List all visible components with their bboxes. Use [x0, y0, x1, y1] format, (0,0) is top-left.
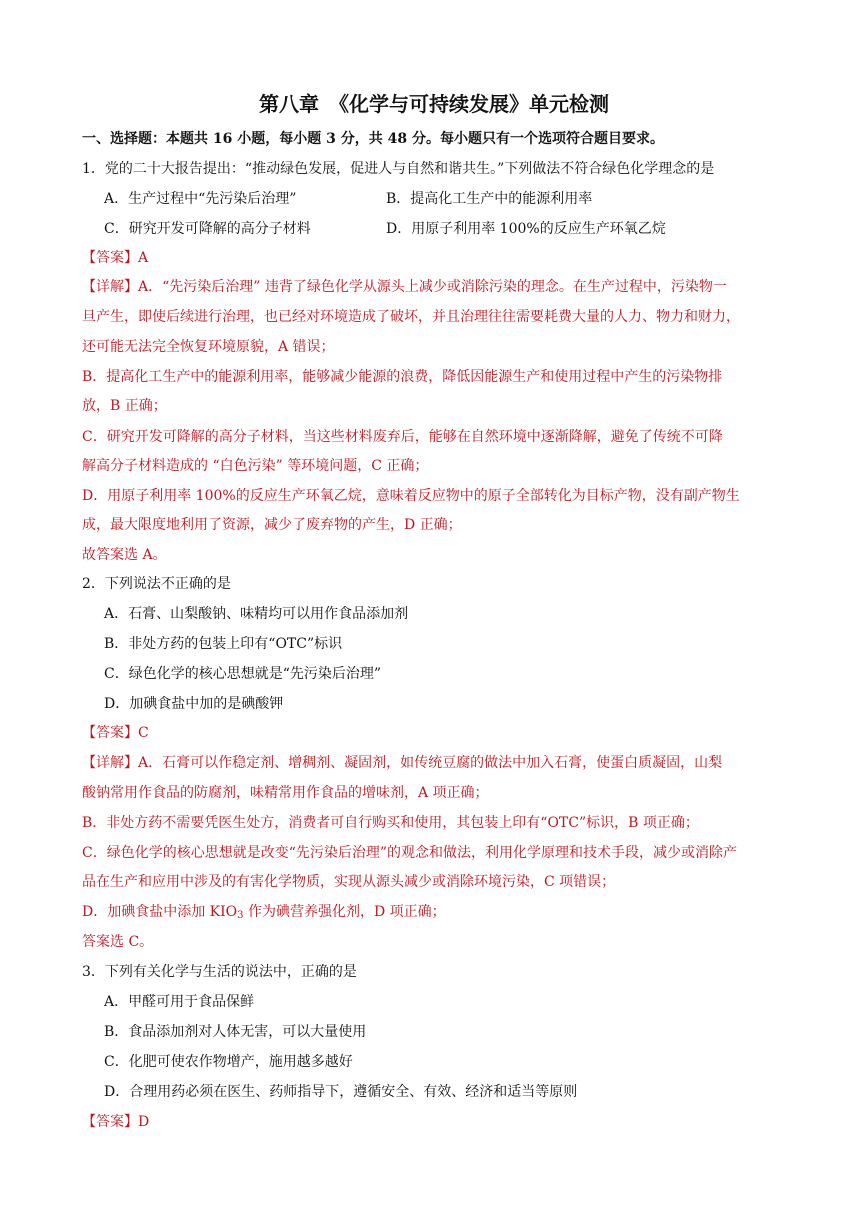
question-3-answer: 【答案】D [82, 1114, 150, 1130]
question-2-detail-line: 【详解】A．石膏可以作稳定剂、增稠剂、凝固剂，如传统豆腐的做法中加入石膏，使蛋白质凝固，山梨 [82, 755, 723, 771]
question-1-option-d: D．用原子利用率 100%的反应生产环氧乙烷 [386, 221, 666, 237]
detail-d-text: D．加碘食盐中添加 KIO [82, 904, 238, 920]
question-2-detail-line: B．非处方药不需要凭医生处方，消费者可自行购买和使用，其包装上印有“OTC”标识，B 项正确； [82, 815, 699, 831]
page-title: 第八章 《化学与可持续发展》单元检测 [259, 92, 609, 116]
question-1-detail-line: D．用原子利用率 100%的反应生产环氧乙烷，意味着反应物中的原子全部转化为目标产物，没有副产物生 [82, 488, 740, 504]
question-3-option-c: C．化肥可使农作物增产，施用越多越好 [104, 1054, 353, 1070]
question-2-option-c: C．绿色化学的核心思想就是“先污染后治理” [104, 666, 382, 682]
question-3-option-b: B．食品添加剂对人体无害，可以大量使用 [104, 1024, 367, 1040]
question-2-stem: 2．下列说法不正确的是 [82, 576, 231, 592]
question-1-option-c: C．研究开发可降解的高分子材料 [104, 221, 311, 237]
question-1-option-a: A．生产过程中“先污染后治理” [104, 191, 297, 207]
question-1-detail-line: 成，最大限度地利用了资源，减少了废弃物的产生，D 正确； [82, 517, 462, 533]
question-2-detail-line: C．绿色化学的核心思想就是改变“先污染后治理”的观念和做法，利用化学原理和技术手段，减少或消除产 [82, 845, 738, 861]
question-2-detail-line: 品在生产和应用中涉及的有害化学物质，实现从源头减少或消除环境污染，C 项错误； [82, 874, 616, 890]
question-1-detail-line: C．研究开发可降解的高分子材料，当这些材料废弃后，能够在自然环境中逐渐降解，避免了传统不可降 [82, 429, 723, 445]
subscript-3: 3 [237, 910, 244, 921]
question-2-detail-line: 酸钠常用作食品的防腐剂，味精常用作食品的增味剂，A 项正确； [82, 785, 489, 801]
question-1-detail-line: B．提高化工生产中的能源利用率，能够减少能源的浪费，降低因能源生产和使用过程中产生的污染物排 [82, 369, 723, 385]
section-heading: 一、选择题：本题共 16 小题，每小题 3 分，共 48 分。每小题只有一个选项符合题目要求。 [82, 131, 664, 147]
question-2-answer: 【答案】C [82, 725, 149, 741]
question-1-option-b: B．提高化工生产中的能源利用率 [386, 191, 593, 207]
question-3-option-d: D．合理用药必须在医生、药师指导下，遵循安全、有效、经济和适当等原则 [104, 1084, 578, 1100]
question-3-stem: 3．下列有关化学与生活的说法中，正确的是 [82, 964, 357, 980]
question-2-conclusion: 答案选 C。 [82, 934, 154, 950]
question-1-detail-line: 旦产生，即使后续进行治理，也已经对环境造成了破坏，并且治理往往需要耗费大量的人力、物力和财力， [82, 309, 740, 325]
question-2-option-b: B．非处方药的包装上印有“OTC”标识 [104, 636, 343, 652]
question-3-option-a: A．甲醛可用于食品保鲜 [104, 994, 255, 1010]
question-2-detail-line-d [82, 902, 446, 926]
question-2-option-d: D．加碘食盐中加的是碘酸钾 [104, 696, 284, 712]
question-1-detail-line: 还可能无法完全恢复环境原貌，A 错误； [82, 339, 335, 355]
detail-d-text-end: 作为碘营养强化剂，D 项正确； [243, 904, 446, 920]
question-2-option-a: A．石膏、山梨酸钠、味精均可以用作食品添加剂 [104, 606, 409, 622]
question-1-stem: 1．党的二十大报告提出：“推动绿色发展，促进人与自然和谐共生。”下列做法不符合绿色化学理念的是 [82, 161, 715, 177]
question-1-conclusion: 故答案选 A。 [82, 547, 167, 563]
question-1-detail-line: 解高分子材料造成的 “白色污染” 等环境问题，C 正确； [82, 458, 429, 474]
question-1-detail-line: 放，B 正确； [82, 398, 167, 414]
question-1-answer: 【答案】A [82, 250, 149, 266]
question-1-detail-line: 【详解】A．“先污染后治理” 违背了绿色化学从源头上减少或消除污染的理念。在生产过程中，污染物一 [82, 279, 727, 295]
